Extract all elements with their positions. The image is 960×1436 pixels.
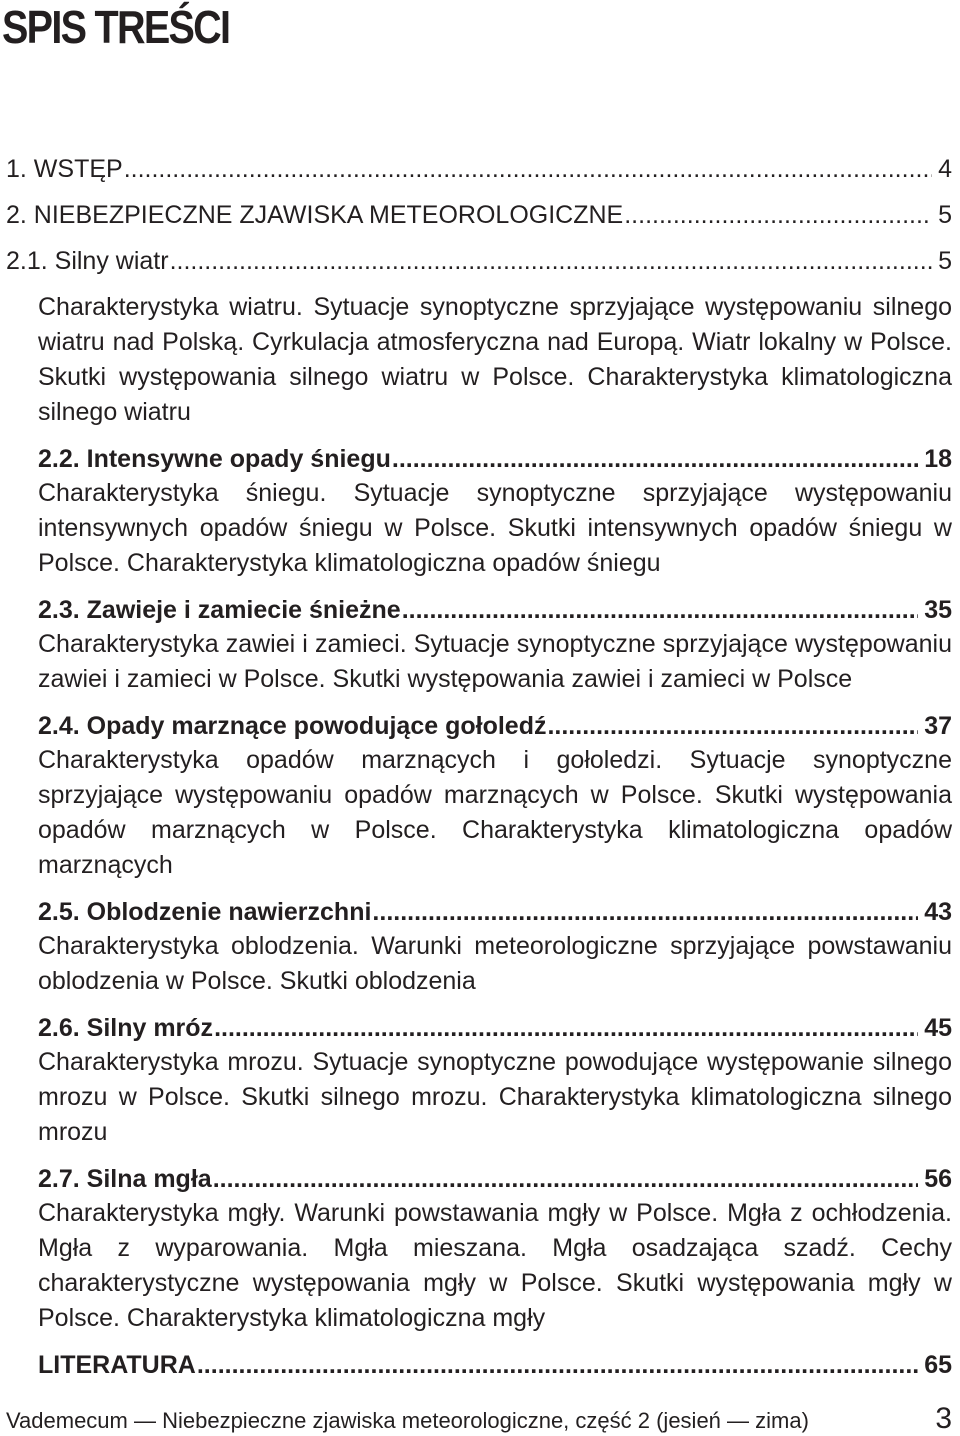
toc-entry-label: 2.5. Oblodzenie nawierzchni [38,898,372,926]
toc-entry-silny-wiatr[interactable] [6,244,952,278]
toc-entry-page: 37 [924,712,952,740]
toc-entry-page: 65 [924,1351,952,1379]
page-title: SPIS TREŚCI [2,1,230,53]
dot-leader [197,1348,918,1382]
toc-entry-description: Charakterystyka zawiei i zamieci. Sytuacje synoptyczne sprzyjające występowaniu zawiei i zamieci w Polsce. Skutki występowania zawiei i zamieci w Polsce [38,630,952,693]
toc-entry-label: LITERATURA [38,1351,196,1379]
toc-entry-description: Charakterystyka wiatru. Sytuacje synoptyczne sprzyjające występowaniu silnego wiatru nad Polską. Cyrkulacja atmosferyczna nad Europą. Wiatr lokalny w Polsce. Skutki występowania silnego wiatru w Polsce. Charakterystyka klimatologiczna silnego wiatru [38,293,952,426]
dot-leader [213,1162,919,1196]
toc-entry-label: 2.2. Intensywne opady śniegu [38,445,391,473]
toc-entry-oblodzenie[interactable] [38,895,952,929]
toc-entry-description: Charakterystyka opadów marznących i gołoledzi. Sytuacje synoptyczne sprzyjające występowaniu opadów marznących w Polsce. Skutki występowania opadów marznących w Polsce. Charakterystyka klimatologiczna opadów marznących [38,746,952,879]
dot-leader [124,152,932,186]
toc-entry-page: 5 [938,247,952,275]
toc-entry-page: 5 [938,201,952,229]
toc-entry-wstep[interactable] [6,152,952,186]
toc-entry-literatura[interactable] [38,1348,952,1382]
toc-entry-zawieje[interactable] [38,593,952,627]
toc-entry-description: Charakterystyka śniegu. Sytuacje synoptyczne sprzyjające występowaniu intensywnych opadów śniegu w Polsce. Skutki intensywnych opadów śniegu w Polsce. Charakterystyka klimatologiczna opadów śniegu [38,479,952,577]
toc-entry-label: 2.6. Silny mróz [38,1014,214,1042]
toc-entry-page: 35 [924,596,952,624]
dot-leader [372,895,918,929]
toc-entry-zjawiska[interactable] [6,198,952,232]
toc-entry-page: 18 [924,445,952,473]
dot-leader [214,1011,918,1045]
dot-leader [170,244,933,278]
dot-leader [392,442,918,476]
footer-text: Vademecum — Niebezpieczne zjawiska meteorologiczne, część 2 (jesień — zima) [6,1408,809,1433]
toc-entry-description: Charakterystyka mgły. Warunki powstawania mgły w Polsce. Mgła z ochłodzenia. Mgła z wyparowania. Mgła mieszana. Mgła osadzająca szadź. Cechy charakterystyczne występowania mgły w Polsce. Skutki występowania mgły w Polsce. Charakterystyka klimatologiczna mgły [38,1199,952,1332]
toc-entry-page: 45 [924,1014,952,1042]
toc-entry-silny-mroz[interactable] [38,1011,952,1045]
toc-entry-page: 43 [924,898,952,926]
table-of-contents [6,152,952,1382]
dot-leader [402,593,919,627]
dot-leader [547,709,918,743]
dot-leader [624,198,932,232]
toc-entry-opady-sniegu[interactable] [38,442,952,476]
toc-entry-opady-marznace[interactable] [38,709,952,743]
toc-entry-label: 1. WSTĘP [6,155,123,183]
toc-entry-page: 56 [924,1165,952,1193]
toc-entry-page: 4 [938,155,952,183]
toc-entry-description: Charakterystyka mrozu. Sytuacje synoptyczne powodujące występowanie silnego mrozu w Polsce. Skutki silnego mrozu. Charakterystyka klimatologiczna silnego mrozu [38,1048,952,1146]
toc-entry-label: 2.3. Zawieje i zamiecie śnieżne [38,596,401,624]
toc-entry-label: 2.4. Opady marznące powodujące gołoledź [38,712,547,740]
toc-entry-label: 2.7. Silna mgła [38,1165,212,1193]
toc-entry-description: Charakterystyka oblodzenia. Warunki meteorologiczne sprzyjające powstawaniu oblodzenia w Polsce. Skutki oblodzenia [38,932,952,995]
page-footer [6,1402,952,1436]
footer-page-number: 3 [935,1402,952,1435]
toc-entry-silna-mgla[interactable] [38,1162,952,1196]
toc-entry-label: 2. NIEBEZPIECZNE ZJAWISKA METEOROLOGICZNE [6,201,624,229]
toc-entry-label: 2.1. Silny wiatr [6,247,169,275]
